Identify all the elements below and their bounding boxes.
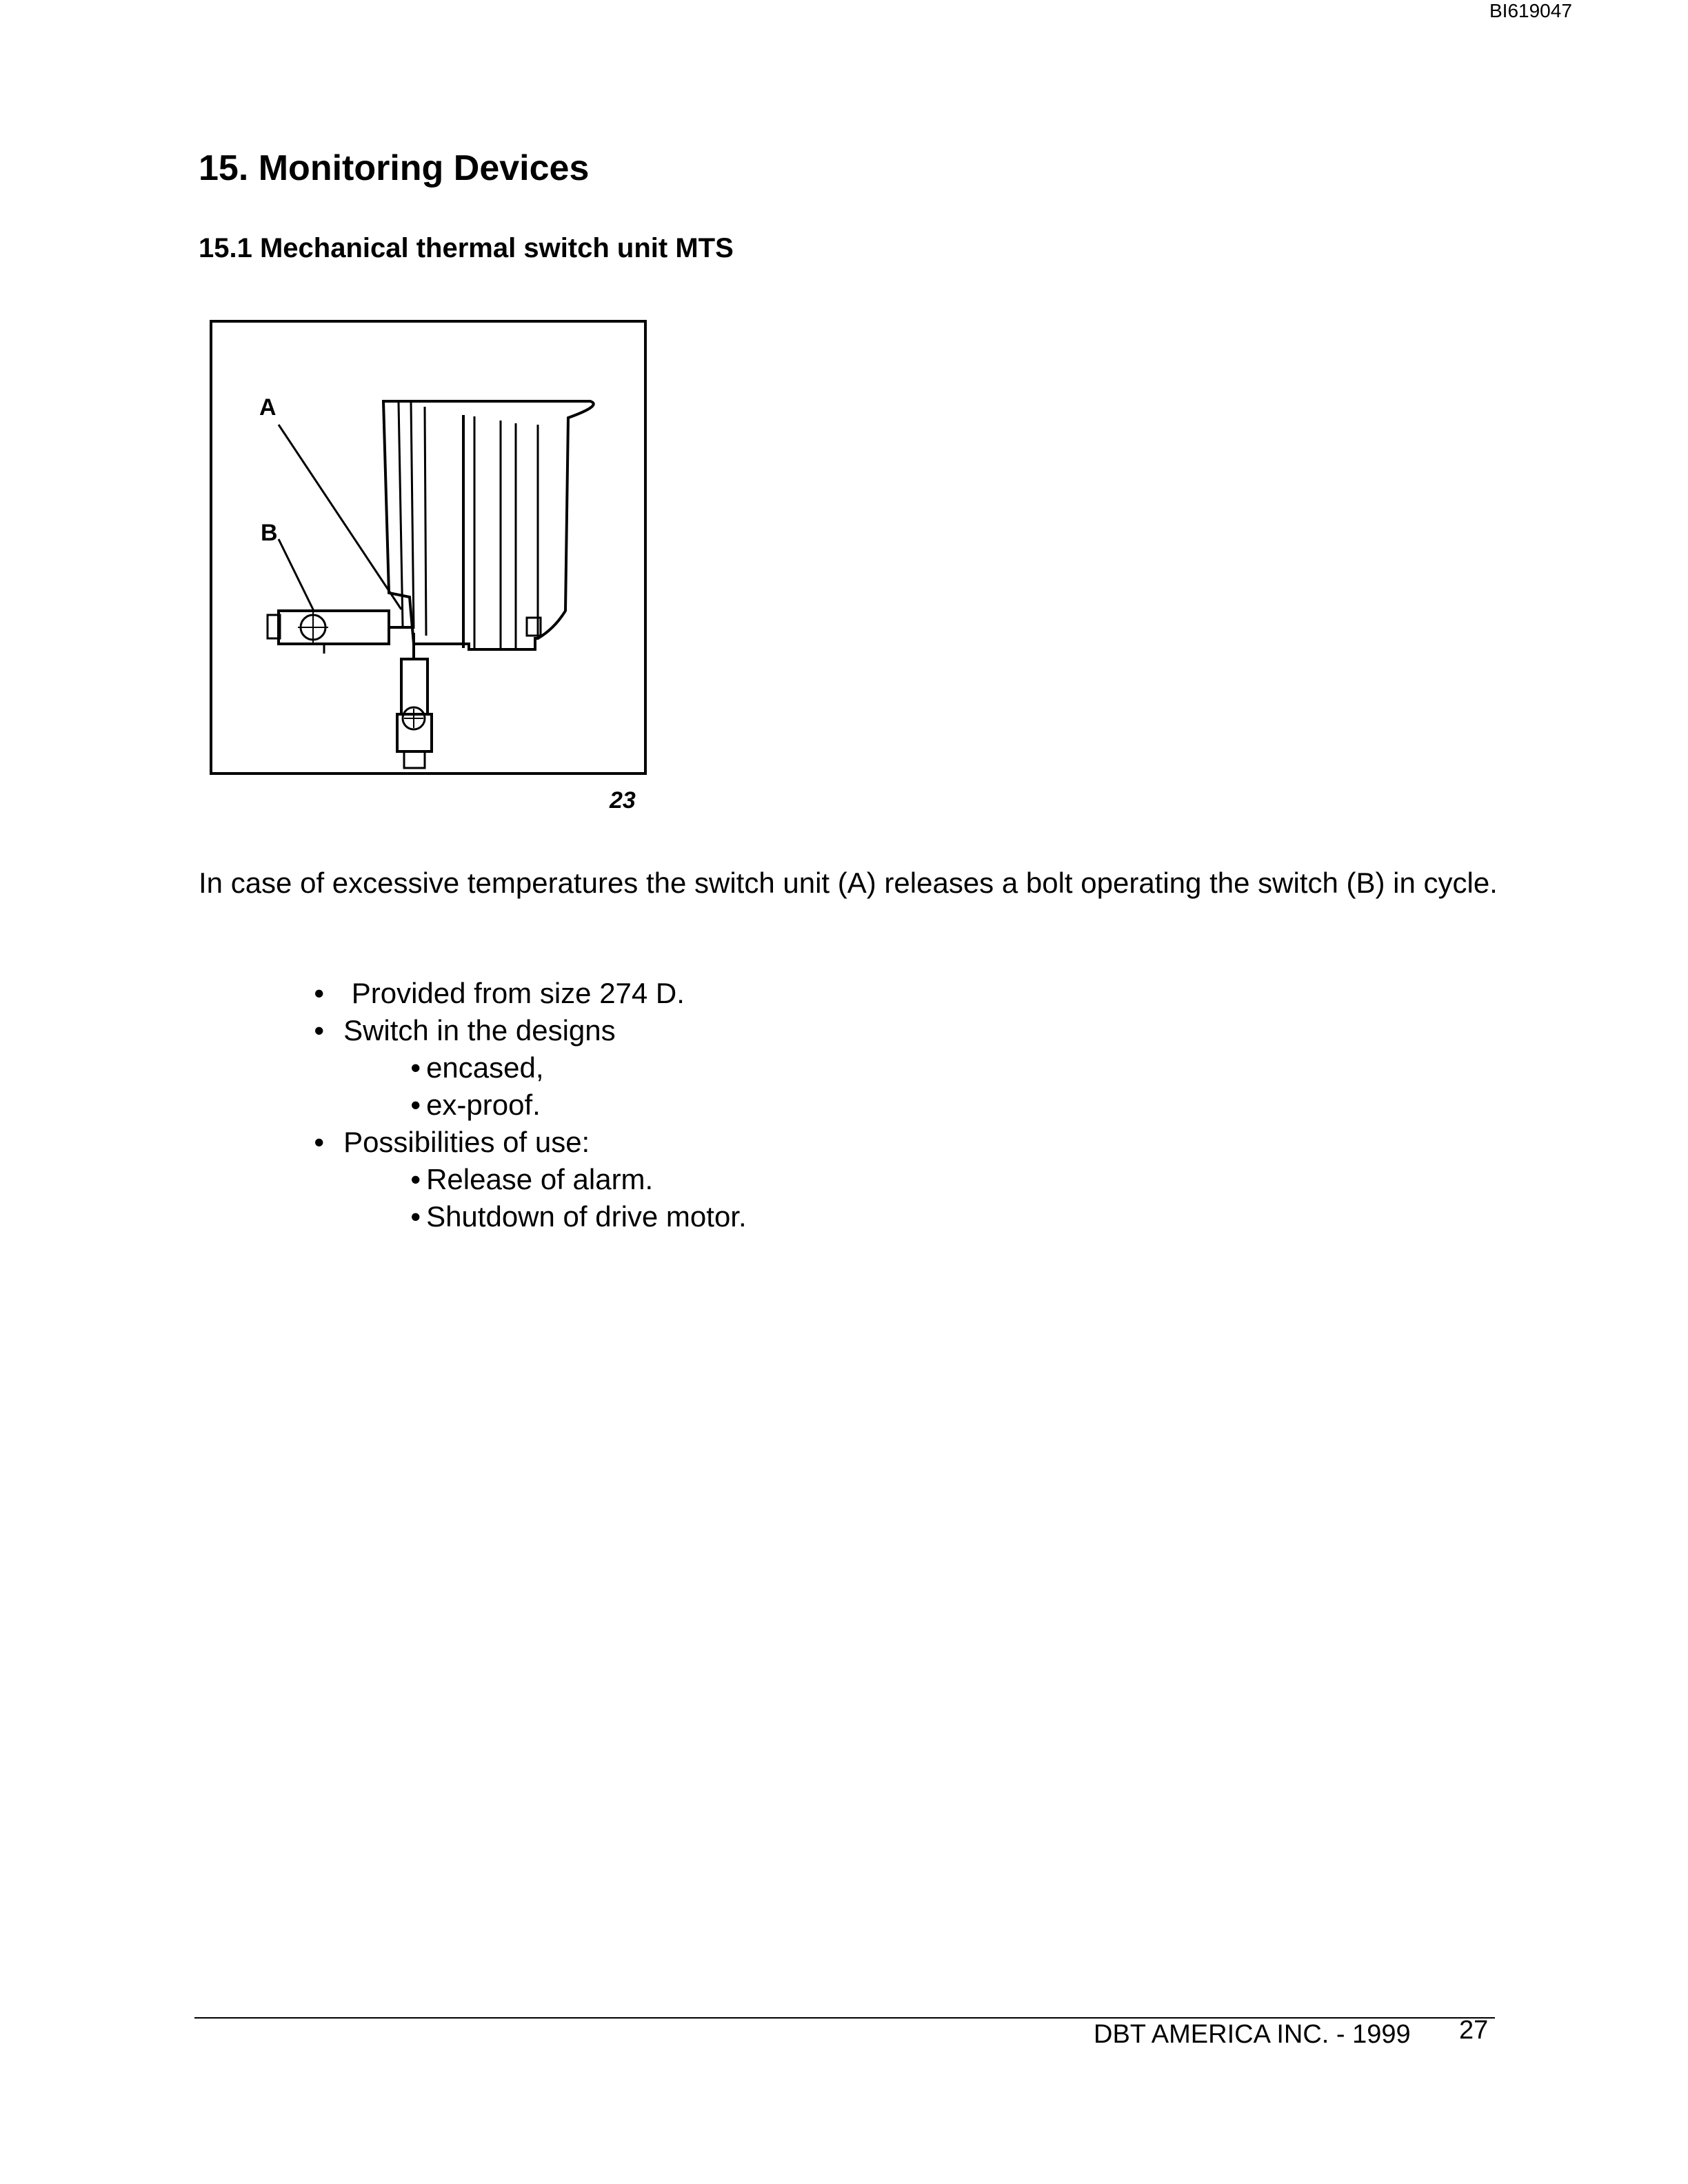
switch-b <box>401 659 428 714</box>
mts-technical-drawing <box>207 314 662 825</box>
list-item: • Switch in the designs <box>314 1014 616 1046</box>
bullet-icon: • <box>410 1051 421 1084</box>
footer-divider <box>194 2017 1495 2019</box>
page-number: 27 <box>1459 2016 1489 2045</box>
document-id: BI619047 <box>1489 0 1572 21</box>
list-item: • ex-proof. <box>410 1089 541 1121</box>
bullet-icon: • <box>410 1200 421 1233</box>
footer-company: DBT AMERICA INC. - 1999 <box>1094 2020 1411 2049</box>
figure-mts-drawing <box>207 314 662 825</box>
label-a: A <box>259 394 277 421</box>
list-item: • Shutdown of drive motor. <box>410 1200 747 1233</box>
bullet-icon: • <box>410 1089 421 1121</box>
list-item: • Provided from size 274 D. <box>314 977 685 1009</box>
list-item: • Release of alarm. <box>410 1163 654 1195</box>
list-item: • encased, <box>410 1051 544 1084</box>
list-item: • Possibilities of use: <box>314 1126 590 1158</box>
leader-line-a <box>279 425 401 609</box>
leader-line-b <box>279 539 314 612</box>
housing-outline <box>383 401 594 649</box>
description-paragraph: In case of excessive temperatures the switch unit (A) releases a bolt operating the switch (B) in cycle. <box>199 867 1498 899</box>
section-subtitle: 15.1 Mechanical thermal switch unit MTS <box>199 233 734 263</box>
bullet-icon: • <box>314 1126 325 1158</box>
label-b: B <box>261 520 278 546</box>
bullet-icon: • <box>314 1014 325 1046</box>
section-title: 15. Monitoring Devices <box>199 148 590 188</box>
switch-unit-a <box>279 611 389 644</box>
bullet-icon: • <box>410 1163 421 1195</box>
bullet-icon: • <box>314 977 325 1009</box>
figure-number: 23 <box>610 787 636 813</box>
